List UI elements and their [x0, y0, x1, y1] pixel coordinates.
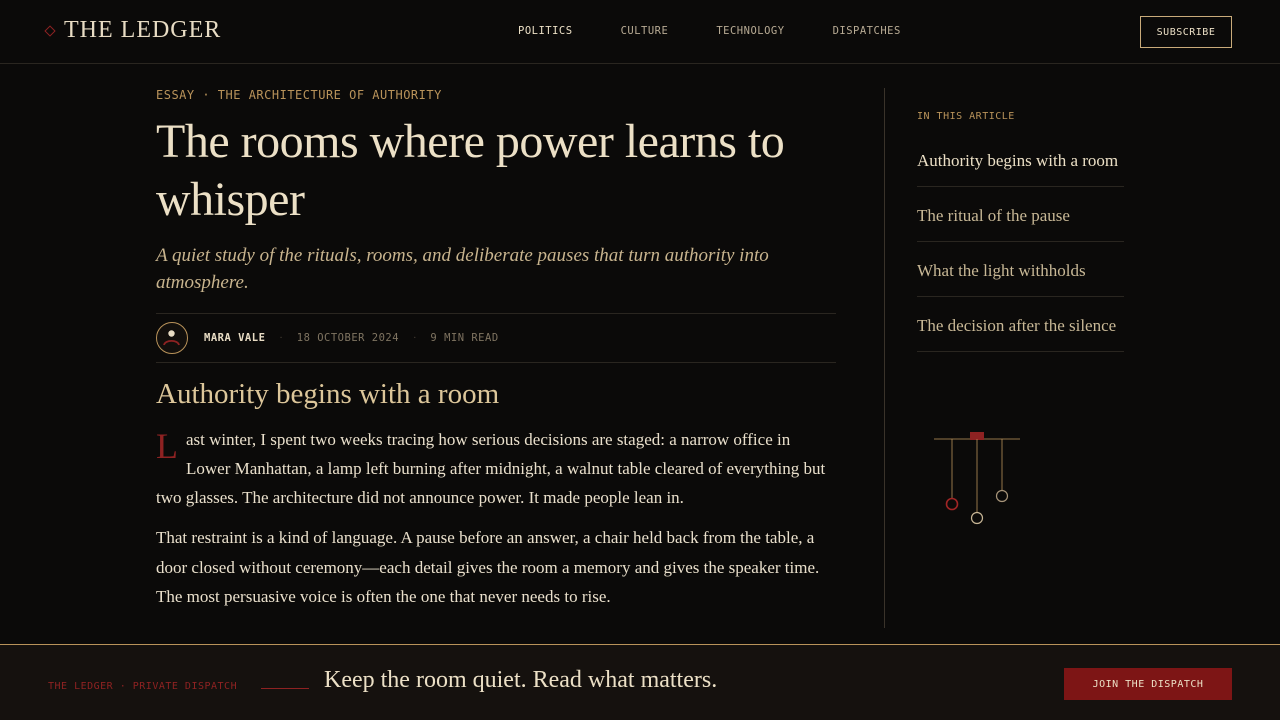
- separator-dot: ·: [279, 332, 283, 344]
- banner-rule: [261, 688, 309, 689]
- article-paragraph: [156, 425, 836, 512]
- drop-cap: L: [156, 426, 178, 466]
- brand-logo[interactable]: [46, 17, 221, 44]
- section-heading: Authority begins with a room: [156, 378, 500, 410]
- author-name[interactable]: MARA VALE: [204, 332, 266, 344]
- toc-label: IN THIS ARTICLE: [917, 111, 1015, 122]
- author-avatar[interactable]: [156, 322, 188, 354]
- banner-label: THE LEDGER · PRIVATE DISPATCH: [48, 681, 238, 692]
- article-title: The rooms where power learns to whisper: [156, 115, 785, 226]
- sidebar-divider: [884, 88, 885, 628]
- toc-item[interactable]: What the light withholds: [917, 256, 1124, 297]
- hanging-lamps-illustration: [930, 428, 1026, 528]
- read-time: 9 MIN READ: [430, 332, 499, 344]
- person-icon: [157, 323, 186, 352]
- main-nav: [518, 25, 901, 37]
- article-kicker[interactable]: ESSAY · THE ARCHITECTURE OF AUTHORITY: [156, 88, 442, 102]
- banner-tagline: Keep the room quiet. Read what matters.: [324, 667, 718, 693]
- paragraph-text: ast winter, I spent two weeks tracing how serious decisions are staged: a narrow office in Lower Manhattan, a lamp left burning after midnight, a walnut table cleared of everything but two glasses. The architecture did not announce power. It made people lean in.: [156, 430, 826, 507]
- nav-item-politics[interactable]: POLITICS: [518, 25, 573, 37]
- subscribe-button[interactable]: SUBSCRIBE: [1140, 16, 1232, 48]
- toc-item[interactable]: The ritual of the pause: [917, 201, 1124, 242]
- separator-dot: ·: [413, 332, 417, 344]
- toc-item[interactable]: The decision after the silence: [917, 311, 1124, 352]
- article-dek: A quiet study of the rituals, rooms, and deliberate pauses that turn authority into atmosphere.: [156, 245, 769, 293]
- article-paragraph: That restraint is a kind of language. A pause before an answer, a chair held back from the table, a door closed without ceremony—each detail gives the room a memory and gives the speaker time. The most persuasive voice is often the one that never needs to rise.: [156, 528, 820, 606]
- toc-item[interactable]: Authority begins with a room: [917, 146, 1124, 187]
- publish-date: 18 OCTOBER 2024: [296, 332, 400, 344]
- dispatch-banner: [0, 644, 1280, 720]
- diamond-icon: [44, 25, 55, 36]
- nav-item-dispatches[interactable]: DISPATCHES: [832, 25, 901, 37]
- join-dispatch-button[interactable]: JOIN THE DISPATCH: [1064, 668, 1232, 700]
- site-header: [0, 0, 1280, 64]
- table-of-contents: [917, 146, 1124, 366]
- article-meta: [156, 313, 836, 363]
- brand-name: THE LEDGER: [64, 17, 222, 43]
- nav-item-culture[interactable]: CULTURE: [620, 25, 669, 37]
- nav-item-technology[interactable]: TECHNOLOGY: [716, 25, 785, 37]
